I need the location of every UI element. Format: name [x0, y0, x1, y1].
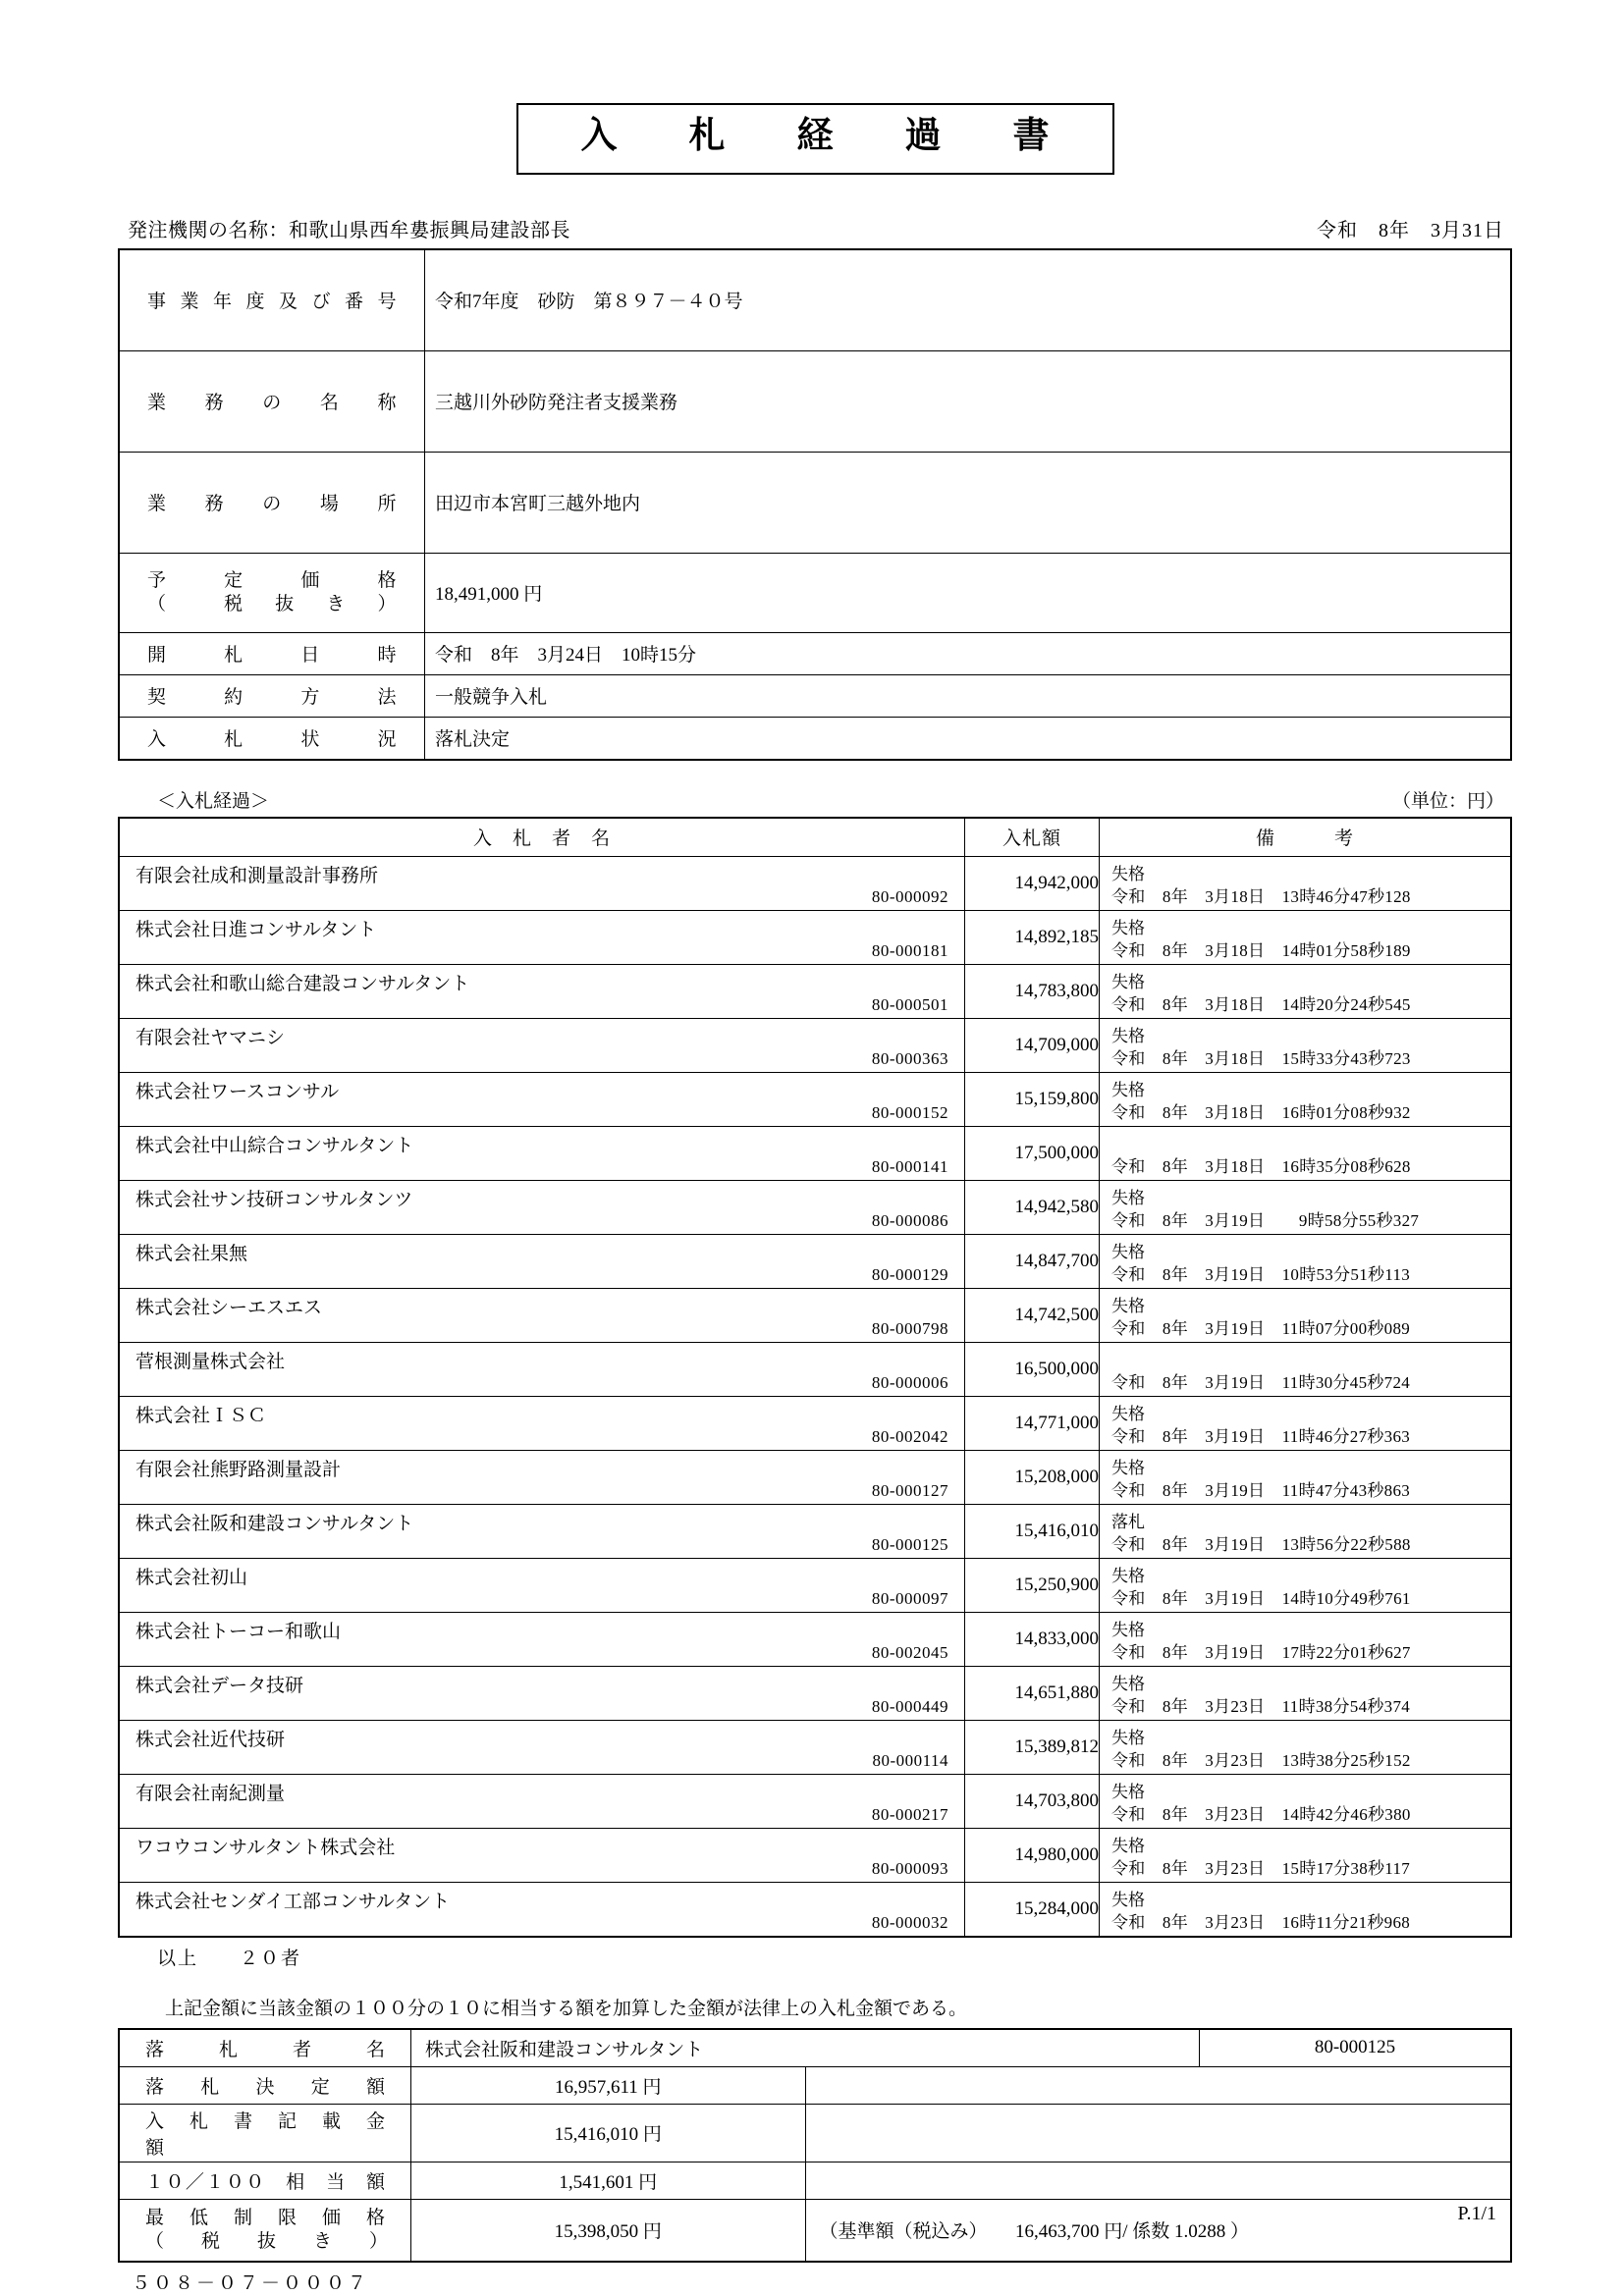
bid-result: 失格 [1111, 864, 1145, 883]
project-info-table [118, 248, 1512, 761]
bidder-name: 株式会社日進コンサルタント [135, 919, 377, 940]
value-contract-method: 一般競争入札 [425, 674, 1512, 717]
bidder-name: 株式会社中山綜合コンサルタント [135, 1135, 414, 1156]
bid-timestamp: 令和 8年 3月19日 10時53分51秒113 [1111, 1264, 1411, 1284]
issue-date: 令和 8年 3月31日 [1317, 219, 1504, 241]
bid-result: 失格 [1111, 1566, 1145, 1585]
bid-result: 失格 [1111, 1080, 1145, 1099]
bidder-name: 株式会社果無 [135, 1243, 248, 1264]
info-row-open-datetime [119, 632, 1511, 674]
minimum-price-note: （基準額（税込み） 16,463,700 円/ 係数 1.0288 ） [805, 2199, 1511, 2262]
bid-timestamp: 令和 8年 3月19日 11時46分27秒363 [1111, 1426, 1411, 1446]
bid-timestamp: 令和 8年 3月23日 14時42分46秒380 [1111, 1804, 1411, 1824]
bid-result: 失格 [1111, 1404, 1145, 1423]
bidder-code: 80-000125 [871, 1534, 948, 1554]
bidder-code: 80-000092 [871, 886, 948, 906]
bidder-name-cell [119, 1126, 965, 1180]
bidder-name: 株式会社センダイ工部コンサルタント [135, 1891, 451, 1912]
label-open-datetime: 開 札 日 時 [119, 632, 425, 674]
table-row [119, 1720, 1511, 1774]
bid-result: 落札 [1111, 1512, 1145, 1531]
bid-section-header [118, 786, 1512, 813]
bidder-code: 80-000006 [871, 1372, 948, 1392]
remarks-cell [1100, 1828, 1512, 1882]
bid-amount: 17,500,000 [965, 1126, 1100, 1180]
bid-amount: 15,208,000 [965, 1450, 1100, 1504]
document-code: ５０８－０７－０００７ [132, 2272, 370, 2294]
bidder-name-cell [119, 1882, 965, 1937]
bidder-code: 80-000181 [871, 940, 948, 960]
bid-timestamp: 令和 8年 3月18日 16時35分08秒628 [1111, 1156, 1411, 1176]
bid-timestamp: 令和 8年 3月19日 11時07分00秒089 [1111, 1318, 1411, 1338]
remarks-cell [1100, 1396, 1512, 1450]
bid-timestamp: 令和 8年 3月19日 13時56分22秒588 [1111, 1534, 1411, 1554]
bid-result: 失格 [1111, 1728, 1145, 1747]
bid-amount: 14,709,000 [965, 1018, 1100, 1072]
value-open-datetime: 令和 8年 3月24日 10時15分 [425, 632, 1512, 674]
bidder-count-note: 以上 ２０者 [157, 1948, 302, 1969]
bidder-name-cell [119, 1720, 965, 1774]
bid-timestamp: 令和 8年 3月23日 13時38分25秒152 [1111, 1750, 1411, 1770]
bid-amount: 15,159,800 [965, 1072, 1100, 1126]
column-header-remarks: 備 考 [1100, 818, 1512, 857]
bid-amount: 14,783,800 [965, 964, 1100, 1018]
table-row [119, 1288, 1511, 1342]
bidder-code: 80-000086 [871, 1210, 948, 1230]
title-container [118, 103, 1512, 175]
result-row-winner [119, 2029, 1511, 2067]
value-fiscal-year: 令和7年度 砂防 第８９７－４０号 [425, 249, 1512, 351]
bid-result: 失格 [1111, 1620, 1145, 1639]
bid-table-body [119, 856, 1511, 1937]
table-row [119, 1774, 1511, 1828]
bidder-name-cell [119, 910, 965, 964]
bid-amount: 14,892,185 [965, 910, 1100, 964]
bid-timestamp: 令和 8年 3月19日 11時47分43秒863 [1111, 1480, 1411, 1500]
table-row [119, 1558, 1511, 1612]
table-row [119, 1504, 1511, 1558]
bidder-name-cell [119, 1396, 965, 1450]
bid-timestamp: 令和 8年 3月23日 15時17分38秒117 [1111, 1858, 1411, 1878]
written-amount-spacer [805, 2104, 1511, 2162]
label-contract-method: 契 約 方 法 [119, 674, 425, 717]
remarks-cell [1100, 856, 1512, 910]
remarks-cell [1100, 1342, 1512, 1396]
bidder-name: 有限会社ヤマニシ [135, 1027, 286, 1048]
legal-note: 上記金額に当該金額の１００分の１０に相当する額を加算した金額が法律上の入札金額である。 [165, 1998, 968, 2019]
bid-amount: 14,742,500 [965, 1288, 1100, 1342]
info-row-fiscal-year [119, 249, 1511, 351]
remarks-cell [1100, 1666, 1512, 1720]
bid-result: 失格 [1111, 972, 1145, 991]
bidder-name-cell [119, 1234, 965, 1288]
bidder-name: 株式会社ＩＳＣ [135, 1405, 267, 1426]
value-winner-name: 株式会社阪和建設コンサルタント [411, 2029, 1200, 2067]
bidder-name-cell [119, 1558, 965, 1612]
bid-result: 失格 [1111, 1242, 1145, 1261]
bid-amount: 15,284,000 [965, 1882, 1100, 1937]
bid-timestamp: 令和 8年 3月19日 17時22分01秒627 [1111, 1642, 1411, 1662]
remarks-cell [1100, 1072, 1512, 1126]
bidder-name-cell [119, 964, 965, 1018]
bid-timestamp: 令和 8年 3月18日 14時01分58秒189 [1111, 940, 1411, 960]
bidder-name: 株式会社和歌山総合建設コンサルタント [135, 973, 470, 994]
bid-section-caption: ＜入札経過＞ [157, 790, 270, 812]
table-row [119, 1126, 1511, 1180]
remarks-cell [1100, 964, 1512, 1018]
bidder-name: 有限会社成和測量設計事務所 [135, 865, 379, 886]
remarks-cell [1100, 1288, 1512, 1342]
bid-result: 失格 [1111, 1296, 1145, 1315]
bid-timestamp: 令和 8年 3月18日 13時46分47秒128 [1111, 886, 1411, 906]
bidder-name-cell [119, 1018, 965, 1072]
remarks-cell [1100, 910, 1512, 964]
bidder-name-cell [119, 1774, 965, 1828]
tax-amount-spacer [805, 2162, 1511, 2199]
bidder-name-cell [119, 1504, 965, 1558]
bidder-code: 80-000032 [871, 1912, 948, 1932]
bid-result: 失格 [1111, 1836, 1145, 1855]
bidder-code: 80-000114 [872, 1750, 948, 1770]
bidder-name: 株式会社阪和建設コンサルタント [135, 1513, 414, 1534]
remarks-cell [1100, 1180, 1512, 1234]
table-row [119, 1666, 1511, 1720]
result-row-tax-amount [119, 2162, 1511, 2199]
bidder-name: 株式会社データ技研 [135, 1675, 304, 1696]
label-minimum-price: 最 低 制 限 価 格 （ 税 抜 き ） [119, 2199, 411, 2262]
bid-timestamp: 令和 8年 3月19日 11時30分45秒724 [1111, 1372, 1411, 1392]
bid-timestamp: 令和 8年 3月18日 15時33分43秒723 [1111, 1048, 1411, 1068]
result-row-minimum-price [119, 2199, 1511, 2262]
bid-amount: 14,980,000 [965, 1828, 1100, 1882]
bidder-name-cell [119, 1288, 965, 1342]
bid-amount: 14,651,880 [965, 1666, 1100, 1720]
bidder-code: 80-000129 [871, 1264, 948, 1284]
bid-amount: 14,771,000 [965, 1396, 1100, 1450]
bidder-code: 80-000449 [871, 1696, 948, 1716]
bidder-code: 80-000363 [871, 1048, 948, 1068]
bid-timestamp: 令和 8年 3月18日 14時20分24秒545 [1111, 994, 1411, 1014]
label-decided-amount: 落 札 決 定 額 [119, 2066, 411, 2104]
value-winner-code: 80-000125 [1200, 2029, 1512, 2067]
bidder-name: 株式会社サン技研コンサルタンツ [135, 1189, 413, 1210]
table-row [119, 1828, 1511, 1882]
table-row [119, 1396, 1511, 1450]
bid-amount: 15,416,010 [965, 1504, 1100, 1558]
bidder-name-cell [119, 1450, 965, 1504]
table-row [119, 910, 1511, 964]
result-row-decided-amount [119, 2066, 1511, 2104]
table-row [119, 1882, 1511, 1937]
label-fiscal-year: 事業年度及び番号 [119, 249, 425, 351]
bidder-name: 株式会社シーエスエス [135, 1297, 323, 1318]
table-row [119, 1234, 1511, 1288]
value-work-name: 三越川外砂防発注者支援業務 [425, 350, 1512, 452]
bidder-name: 有限会社南紀測量 [135, 1783, 286, 1804]
table-row [119, 1450, 1511, 1504]
bid-timestamp: 令和 8年 3月19日 9時58分55秒327 [1111, 1210, 1420, 1230]
table-row [119, 1612, 1511, 1666]
award-result-table [118, 2028, 1512, 2263]
bidder-name-cell [119, 1612, 965, 1666]
bid-result: 失格 [1111, 1890, 1145, 1909]
remarks-cell [1100, 1558, 1512, 1612]
table-row [119, 964, 1511, 1018]
bidder-code: 80-000127 [871, 1480, 948, 1500]
bidder-code: 80-000141 [871, 1156, 948, 1176]
bidder-name-cell [119, 1180, 965, 1234]
bid-amount: 16,500,000 [965, 1342, 1100, 1396]
bidder-code: 80-000097 [871, 1588, 948, 1608]
info-row-work-place [119, 452, 1511, 553]
info-row-bid-status [119, 717, 1511, 760]
remarks-cell [1100, 1018, 1512, 1072]
bid-result: 失格 [1111, 1458, 1145, 1477]
bid-amount: 14,942,000 [965, 856, 1100, 910]
bid-results-table [118, 817, 1512, 1938]
remarks-cell [1100, 1234, 1512, 1288]
bid-amount: 15,250,900 [965, 1558, 1100, 1612]
bidder-name: 菅根測量株式会社 [135, 1351, 286, 1372]
bid-amount: 15,389,812 [965, 1720, 1100, 1774]
bid-amount: 14,847,700 [965, 1234, 1100, 1288]
bid-timestamp: 令和 8年 3月23日 16時11分21秒968 [1111, 1912, 1411, 1932]
table-row [119, 1180, 1511, 1234]
issuing-organization: 発注機関の名称：和歌山県西牟婁振興局建設部長 [128, 219, 570, 241]
bidder-name: 有限会社熊野路測量設計 [135, 1459, 342, 1480]
remarks-cell [1100, 1504, 1512, 1558]
value-decided-amount: 16,957,611 円 [411, 2066, 806, 2104]
remarks-cell [1100, 1450, 1512, 1504]
bid-amount: 14,833,000 [965, 1612, 1100, 1666]
bidder-name: ワコウコンサルタント株式会社 [135, 1837, 396, 1858]
bidder-name-cell [119, 1072, 965, 1126]
column-header-bid-amount: 入札額 [965, 818, 1100, 857]
bid-result: 失格 [1111, 918, 1145, 937]
bid-amount: 14,942,580 [965, 1180, 1100, 1234]
bidder-name-cell [119, 1342, 965, 1396]
bidder-code: 80-002042 [871, 1426, 948, 1446]
bid-timestamp: 令和 8年 3月23日 11時38分54秒374 [1111, 1696, 1411, 1716]
label-written-amount: 入 札 書 記 載 金 額 [119, 2104, 411, 2162]
bid-result: 失格 [1111, 1026, 1145, 1045]
value-written-amount: 15,416,010 円 [411, 2104, 806, 2162]
bid-table-header-row [119, 818, 1511, 857]
value-bid-status: 落札決定 [425, 717, 1512, 760]
bidder-name-cell [119, 1666, 965, 1720]
remarks-cell [1100, 1612, 1512, 1666]
bid-section-unit: （単位：円） [1391, 790, 1504, 812]
remarks-cell [1100, 1126, 1512, 1180]
value-estimated-price: 18,491,000 円 [425, 553, 1512, 632]
bidder-code: 80-000217 [871, 1804, 948, 1824]
document-title: 入 札 経 過 書 [516, 103, 1114, 175]
result-row-written-amount [119, 2104, 1511, 2162]
bidder-name: 株式会社近代技研 [135, 1729, 286, 1750]
value-minimum-price: 15,398,050 円 [411, 2199, 806, 2262]
info-row-estimated-price [119, 553, 1511, 632]
table-row [119, 856, 1511, 910]
page-number: P.1/1 [1457, 2203, 1496, 2224]
document-header [118, 214, 1512, 242]
column-header-bidder-name: 入 札 者 名 [119, 818, 965, 857]
bidder-code: 80-000152 [871, 1102, 948, 1122]
bidder-code: 80-000798 [871, 1318, 948, 1338]
label-estimated-price: 予 定 価 格 （ 税 抜 き ） [119, 553, 425, 632]
label-work-name: 業務の名称 [119, 350, 425, 452]
document-body [118, 0, 1512, 2295]
label-winner-name: 落 札 者 名 [119, 2029, 411, 2067]
label-tax-amount: １０／１００ 相 当 額 [119, 2162, 411, 2199]
bid-result: 失格 [1111, 1188, 1145, 1207]
remarks-cell [1100, 1774, 1512, 1828]
bidder-name: 株式会社初山 [135, 1567, 248, 1588]
label-work-place: 業務の場所 [119, 452, 425, 553]
table-row [119, 1342, 1511, 1396]
decided-amount-spacer [805, 2066, 1511, 2104]
remarks-cell [1100, 1720, 1512, 1774]
bidder-name: 株式会社ワースコンサル [135, 1081, 340, 1102]
bid-result: 失格 [1111, 1674, 1145, 1693]
bidder-code: 80-000501 [871, 994, 948, 1014]
label-bid-status: 入 札 状 況 [119, 717, 425, 760]
value-work-place: 田辺市本宮町三越外地内 [425, 452, 1512, 553]
bid-amount: 14,703,800 [965, 1774, 1100, 1828]
bidder-name-cell [119, 1828, 965, 1882]
table-row [119, 1072, 1511, 1126]
bid-result: 失格 [1111, 1782, 1145, 1801]
bid-timestamp: 令和 8年 3月19日 14時10分49秒761 [1111, 1588, 1411, 1608]
info-row-contract-method [119, 674, 1511, 717]
bidder-code: 80-002045 [871, 1642, 948, 1662]
remarks-cell [1100, 1882, 1512, 1937]
table-row [119, 1018, 1511, 1072]
value-tax-amount: 1,541,601 円 [411, 2162, 806, 2199]
bidder-name: 株式会社トーコー和歌山 [135, 1621, 342, 1642]
bidder-name-cell [119, 856, 965, 910]
info-row-work-name [119, 350, 1511, 452]
bidder-code: 80-000093 [871, 1858, 948, 1878]
bid-timestamp: 令和 8年 3月18日 16時01分08秒932 [1111, 1102, 1411, 1122]
